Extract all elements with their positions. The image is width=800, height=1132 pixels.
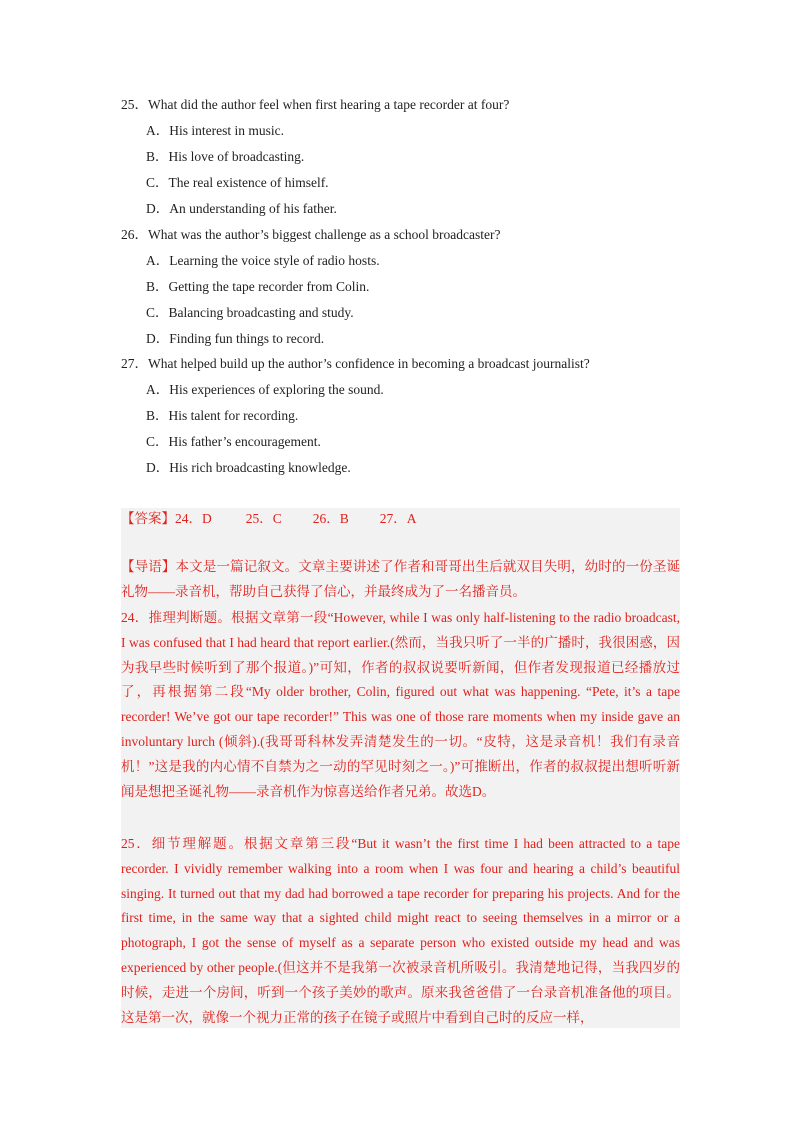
option-a: A．Learning the voice style of radio hosts. bbox=[146, 253, 380, 268]
option-b: B．His love of broadcasting. bbox=[146, 149, 305, 164]
option-d: D．Finding fun things to record. bbox=[146, 331, 325, 346]
option-d: D．His rich broadcasting knowledge. bbox=[146, 460, 351, 475]
explanation-24: 24．推理判断题。根据文章第一段“However, while I was only half-listening to the radio broadcast, I was confused that I had heard that report earlier.(然而，当我只听了一半的广播时，我很困惑，因为我早些时候听到了那个报道。)”可知，作者的叔叔说要听新闻，但作者发现报道已经播放过了，再根据第二段“My older brother, Colin, figured out what was happening. “Pete, it’s a tape recorder! We’ve got our tape recorder!” This was one of those rare moments when my inside gave an involuntary lurch (倾斜).(我哥哥科林发弄清楚发生的一切。“皮特，这是录音机！我们有录音机！”这是我的内心情不自禁为之一动的罕见时刻之一。)”可推断出，作者的叔叔提出想听听新闻是想把圣诞礼物——录音机作为惊喜送给作者兄弟。故选D。 bbox=[121, 610, 680, 799]
guide-paragraph: 【导语】本文是一篇记叙文。文章主要讲述了作者和哥哥出生后就双目失明，幼时的一份圣诞礼物——录音机，帮助自己获得了信心，并最终成为了一名播音员。 bbox=[121, 559, 680, 599]
answer-line bbox=[121, 510, 417, 528]
answer-item: 26．B bbox=[312, 511, 349, 526]
option-d: D．An understanding of his father. bbox=[146, 201, 337, 216]
question-stem: 27．What helped build up the author’s confidence in becoming a broadcast journalist? bbox=[121, 356, 590, 371]
option-b: B．His talent for recording. bbox=[146, 408, 299, 423]
option-c: C．His father’s encouragement. bbox=[146, 434, 321, 449]
option-a: A．His interest in music. bbox=[146, 123, 284, 138]
option-c: C．Balancing broadcasting and study. bbox=[146, 305, 354, 320]
answer-label: 【答案】24．D bbox=[121, 511, 212, 526]
question-stem: 26．What was the author’s biggest challenge as a school broadcaster? bbox=[121, 227, 501, 242]
option-c: C．The real existence of himself. bbox=[146, 175, 329, 190]
answer-item: 25．C bbox=[245, 511, 282, 526]
option-a: A．His experiences of exploring the sound. bbox=[146, 382, 384, 397]
question-stem: 25．What did the author feel when first hearing a tape recorder at four? bbox=[121, 97, 510, 112]
answer-item: 27．A bbox=[379, 511, 417, 526]
explanation-25: 25．细节理解题。根据文章第三段“But it wasn’t the first time I had been attracted to a tape recorder. I vividly remember walking into a room when I was four and hearing a child’s beautiful singing. It turned out that my dad had borrowed a tape recorder for preparing his projects. And for the first time, in the same way that a sighted child might react to seeing themselves in a mirror or a photograph, I got the sense of myself as a separate person who existed outside my head and was experienced by other people.(但这并不是我第一次被录音机所吸引。我清楚地记得，当我四岁的时候，走进一个房间，听到一个孩子美妙的歌声。原来我爸爸借了一台录音机准备他的项目。这是第一次，就像一个视力正常的孩子在镜子或照片中看到自己时的反应一样， bbox=[121, 836, 680, 1025]
option-b: B．Getting the tape recorder from Colin. bbox=[146, 279, 370, 294]
